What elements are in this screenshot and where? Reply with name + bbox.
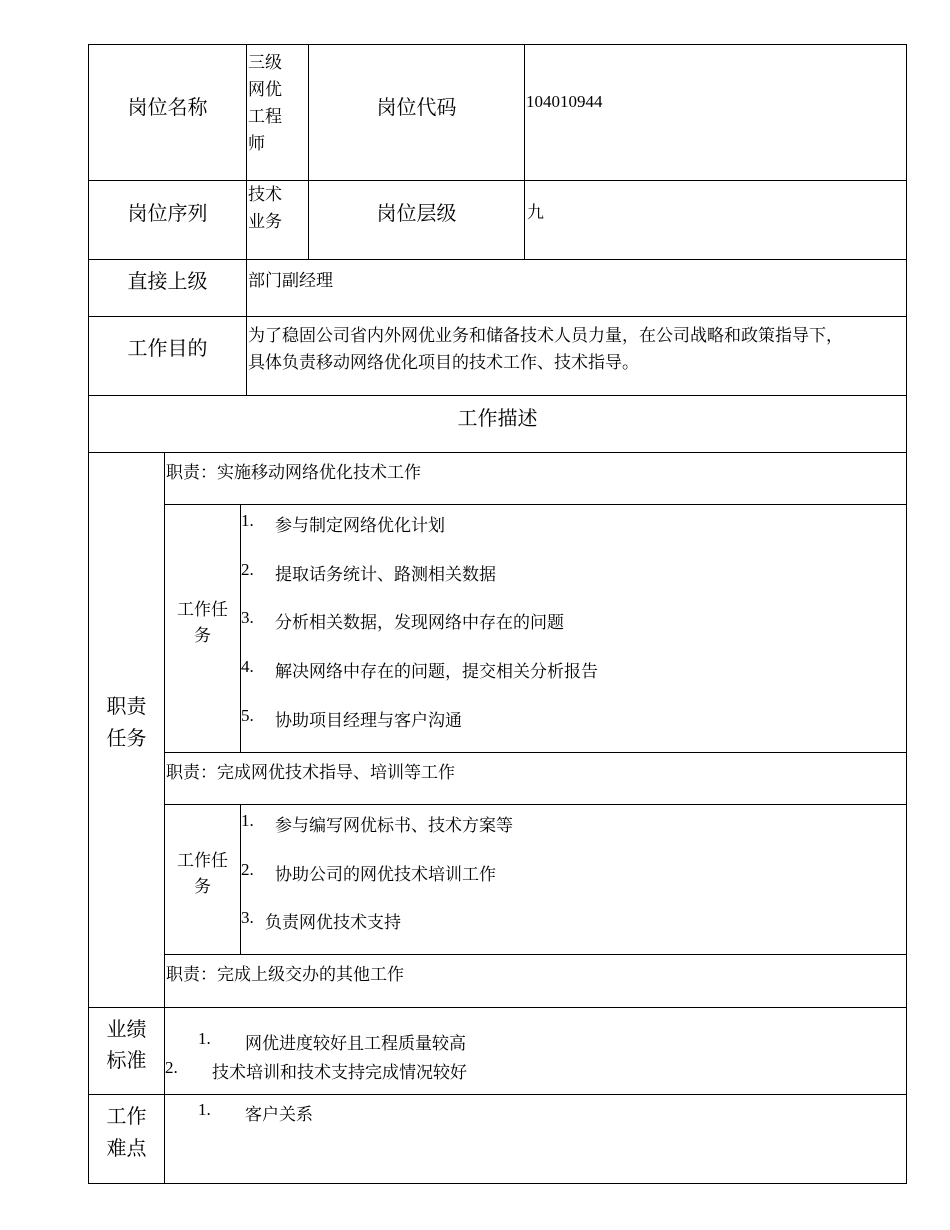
job-name-line-2: 网优 [248,80,282,99]
purpose-line-1: 为了稳固公司省内外网优业务和储备技术人员力量，在公司战略和政策指导下， [248,326,843,345]
task-1-list-cell [240,504,907,753]
job-sequence-line-2: 业务 [248,212,282,231]
job-code-value: 104010944 [526,92,603,111]
superior-label: 直接上级 [127,271,208,293]
difficulty-item-1-num: 1. [198,1100,211,1119]
difficulty-label-line-1: 工作 [106,1106,147,1128]
job-code-label: 岗位代码 [376,97,457,119]
task-1-item-1-text: 参与制定网络优化计划 [275,516,445,535]
performance-label-line-1: 业绩 [106,1019,147,1041]
task-1-item-1-num: 1. [241,511,254,530]
task-1-item-4-text: 解决网络中存在的问题，提交相关分析报告 [275,662,598,681]
task-2-label-line-2: 务 [194,877,211,896]
job-name-line-4: 师 [248,134,265,153]
task-2-item-3-text: 负责网优技术支持 [265,913,401,932]
purpose-label: 工作目的 [127,338,208,360]
task-1-item-2-text: 提取话务统计、路测相关数据 [275,565,496,584]
duty-2-cell [164,752,907,805]
job-code-value-cell [524,44,907,181]
superior-value: 部门副经理 [248,271,333,290]
performance-label-cell [88,1007,165,1095]
task-2-item-1-num: 1. [241,811,254,830]
task-1-item-5-text: 协助项目经理与客户沟通 [275,711,462,730]
description-title: 工作描述 [457,408,538,430]
superior-value-cell [246,259,907,317]
job-name-value-cell [246,44,309,181]
duty-1-cell [164,452,907,505]
job-sequence-label-cell [88,180,247,260]
purpose-line-2: 具体负责移动网络优化项目的技术工作、技术指导。 [248,353,639,372]
performance-list-cell [164,1007,907,1095]
duty-1-text: 职责：实施移动网络优化技术工作 [166,463,421,482]
task-1-item-3-text: 分析相关数据，发现网络中存在的问题 [275,613,564,632]
purpose-label-cell [88,316,247,396]
duties-label-cell [88,452,165,1008]
task-2-item-2-text: 协助公司的网优技术培训工作 [275,865,496,884]
performance-item-1-num: 1. [198,1029,211,1048]
task-2-label-cell [164,804,241,955]
performance-label-line-2: 标准 [106,1050,147,1072]
job-level-label: 岗位层级 [376,203,457,225]
task-1-label-cell [164,504,241,753]
duty-2-text: 职责：完成网优技术指导、培训等工作 [166,763,455,782]
job-code-label-cell [308,44,525,181]
task-1-item-3-num: 3. [241,608,254,627]
job-name-line-1: 三级 [248,53,282,72]
task-1-item-5-num: 5. [241,706,254,725]
job-level-value-cell [524,180,907,260]
task-1-label-line-2: 务 [194,626,211,645]
task-2-list-cell [240,804,907,955]
performance-item-2-num: 2. [165,1058,178,1077]
job-name-line-3: 工程 [248,107,282,126]
job-level-label-cell [308,180,525,260]
job-sequence-line-1: 技术 [248,185,282,204]
duty-3-cell [164,954,907,1008]
description-title-cell [88,395,907,453]
performance-item-1-text: 网优进度较好且工程质量较高 [245,1034,466,1053]
duties-label-line-2: 任务 [106,728,147,750]
job-sequence-value-cell [246,180,309,260]
difficulty-item-1-text: 客户关系 [245,1105,313,1124]
job-name-label: 岗位名称 [127,97,208,119]
task-2-item-1-text: 参与编写网优标书、技术方案等 [275,816,513,835]
difficulty-label-line-2: 难点 [106,1138,147,1160]
task-1-item-2-num: 2. [241,560,254,579]
difficulty-label-cell [88,1094,165,1184]
task-2-label-line-1: 工作任 [177,851,228,870]
task-1-label-line-1: 工作任 [177,600,228,619]
task-2-item-2-num: 2. [241,860,254,879]
performance-item-2-text: 技术培训和技术支持完成情况较好 [212,1063,467,1082]
task-2-item-3-num: 3. [241,908,254,927]
difficulty-list-cell [164,1094,907,1184]
superior-label-cell [88,259,247,317]
task-1-item-4-num: 4. [241,657,254,676]
job-sequence-label: 岗位序列 [127,203,208,225]
duty-3-text: 职责：完成上级交办的其他工作 [166,965,404,984]
duties-label-line-1: 职责 [106,696,147,718]
purpose-value-cell [246,316,907,396]
job-name-label-cell [88,44,247,181]
job-level-value: 九 [527,203,544,222]
